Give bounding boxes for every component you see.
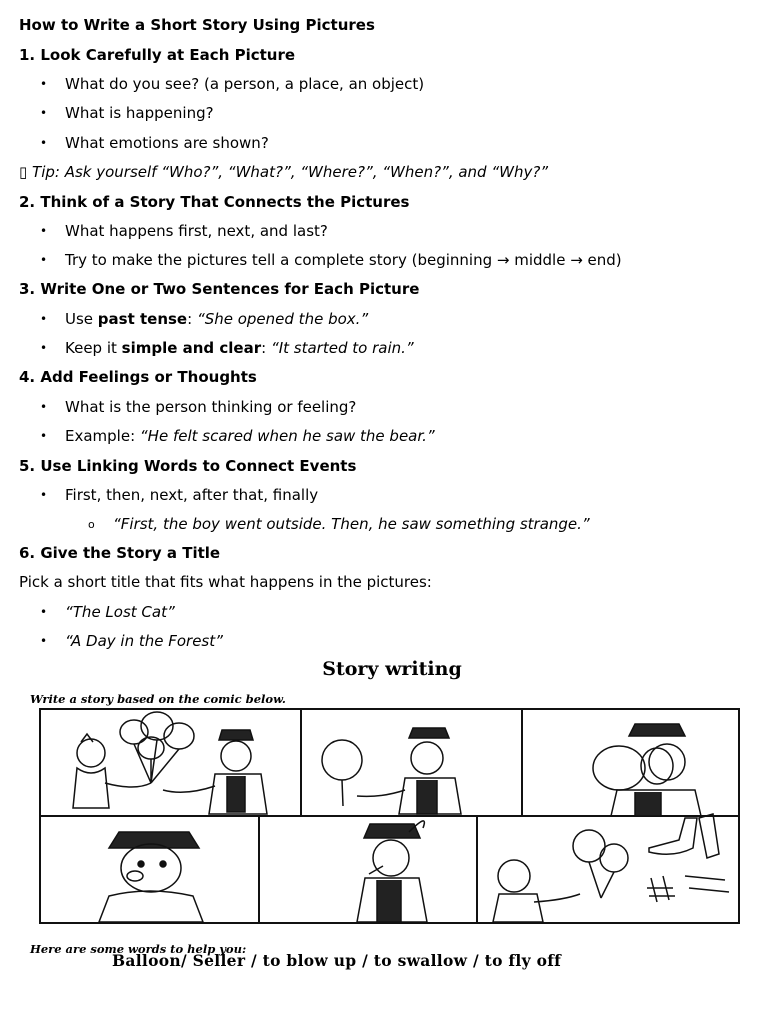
comic-panel-1 [73,712,267,814]
comic-panel-6 [493,814,729,922]
paragraph: Pick a short title that fits what happens in the pictures: [19,573,432,591]
comic-instruction: Write a story based on the comic below. [30,692,286,706]
comic-help-text: Here are some words to help you: [30,942,247,956]
section-1-heading: 1. Look Carefully at Each Picture [19,46,296,64]
tip-line [19,163,548,181]
tip-text: Tip: Ask yourself “Who?”, “What?”, “Where?”, “When?”, and “Why?” [32,163,549,181]
comic-panels [39,708,740,924]
boy-figure [73,734,151,808]
section-5-heading: 5. Use Linking Words to Connect Events [19,457,357,475]
boy-figure [357,821,427,922]
comic-panel-5 [357,821,427,922]
comic-panel-4 [99,832,203,922]
boy-figure [99,832,203,922]
comic-worksheet-image [24,656,744,976]
comic-title: Story writing [322,658,462,680]
balloon-icon [573,830,628,898]
section-2-heading: 2. Think of a Story That Connects the Pictures [19,193,410,211]
section-4-heading: 4. Add Feelings or Thoughts [19,368,257,386]
lightbulb-icon: ▯ [19,163,28,181]
seller-figure [493,860,580,922]
balloon-icon [593,746,673,790]
comic-panel-3 [593,724,701,816]
section-6-heading: 6. Give the Story a Title [19,544,221,562]
seller-figure [163,730,267,814]
document-title: How to Write a Short Story Using Pictures [19,16,375,34]
balloon-icon [120,712,194,783]
comic-word-bank: Balloon/ Seller / to blow up / to swallow / to fly off [112,951,562,970]
boy-figure [611,724,701,816]
section-3-heading: 3. Write One or Two Sentences for Each Picture [19,280,420,298]
comic-panel-2 [322,728,461,814]
balloon-icon [322,740,362,806]
shoe-icon [649,814,719,858]
seller-figure [357,728,461,814]
